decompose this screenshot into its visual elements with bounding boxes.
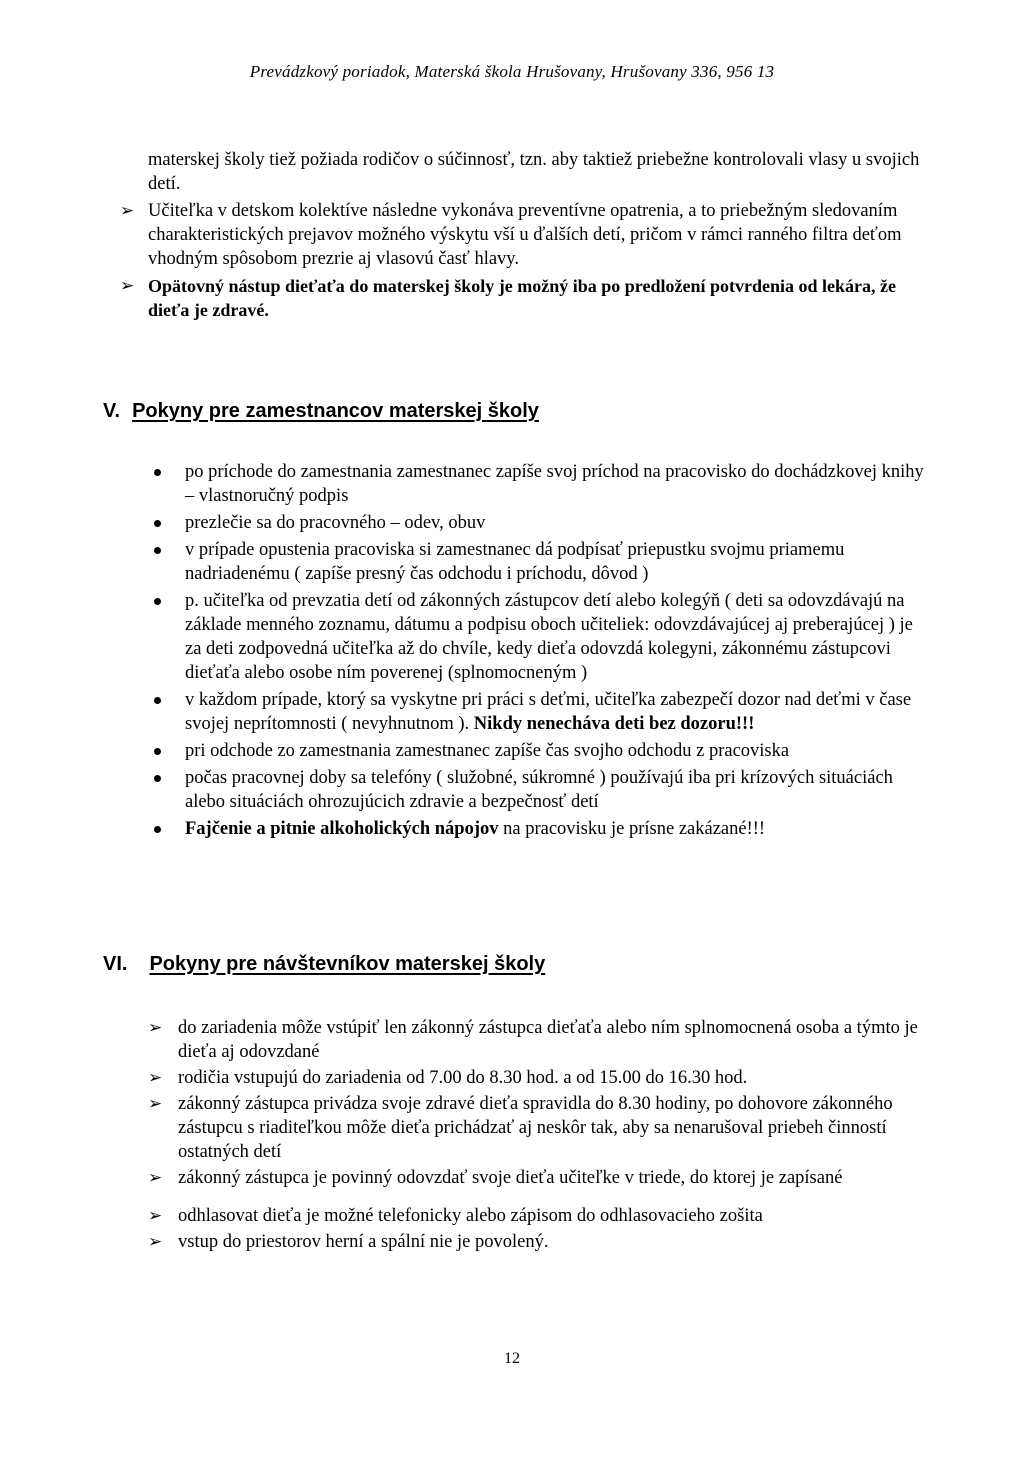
list-item: v prípade opustenia pracoviska si zamestnanec dá podpísať priepustku svojmu priamemu nadriadenému ( zapíše presný čas odchodu i príchodu, dôvod ) xyxy=(185,538,925,586)
section-v-number: V. xyxy=(103,400,121,422)
intro-item-text: Opätovný nástup dieťaťa do materskej školy je možný iba po predložení potvrdenia od lekára, že dieťa je zdravé. xyxy=(148,276,896,320)
section-v-heading xyxy=(103,400,539,423)
arrow-bullet-icon: ➢ xyxy=(148,1206,163,1226)
arrow-bullet-icon: ➢ xyxy=(148,1232,163,1252)
bullet-dot-icon xyxy=(154,748,161,755)
intro-block xyxy=(120,148,938,322)
intro-item-text: Učiteľka v detskom kolektíve následne vykonáva preventívne opatrenia, a to priebežným sledovaním charakteristických prejavov možného výskytu vší u ďalších detí, pričom v rámci ranného filtra deťom vhodným spôsobom prezrie aj vlasovú časť hlavy. xyxy=(148,201,902,269)
bullet-dot-icon xyxy=(154,520,161,527)
list-item: počas pracovnej doby sa telefóny ( služobné, súkromné ) používajú iba pri krízových situáciách alebo situáciách ohrozujúcich zdravie a bezpečnosť detí xyxy=(185,766,925,814)
arrow-bullet-icon: ➢ xyxy=(120,276,135,296)
section-vi-heading xyxy=(103,953,545,976)
list-item: ➢ do zariadenia môže vstúpiť len zákonný zástupca dieťaťa alebo ním splnomocnená osoba a týmto je dieťa aj odovzdané xyxy=(148,1018,918,1062)
list-item: prezlečie sa do pracovného – odev, obuv xyxy=(185,511,925,535)
bullet-dot-icon xyxy=(154,598,161,605)
list-item: ➢ rodičia vstupujú do zariadenia od 7.00 do 8.30 hod. a od 15.00 do 16.30 hod. xyxy=(148,1068,748,1088)
arrow-bullet-icon: ➢ xyxy=(148,1094,163,1114)
intro-item-teacher xyxy=(120,199,938,271)
page-number: 12 xyxy=(504,1350,520,1367)
list-item: ➢ zákonný zástupca je povinný odovzdať svoje dieťa učiteľke v triede, do ktorej je zapísané xyxy=(148,1168,843,1188)
intro-continuation: materskej školy tiež požiada rodičov o súčinnosť, tzn. aby taktiež priebežne kontrolovali vlasy u svojich detí. xyxy=(148,150,920,194)
section-v-list xyxy=(185,460,925,844)
bullet-dot-icon xyxy=(154,826,161,833)
list-item: po príchode do zamestnania zamestnanec zapíše svoj príchod na pracovisko do dochádzkovej knihy – vlastnoručný podpis xyxy=(185,460,925,508)
section-vi-number: VI. xyxy=(103,953,128,975)
arrow-bullet-icon: ➢ xyxy=(148,1068,163,1088)
emphasis-text: Nikdy nenecháva deti bez dozoru!!! xyxy=(473,714,755,734)
list-item: ➢ zákonný zástupca privádza svoje zdravé dieťa spravidla do 8.30 hodiny, po dohovore zákonného zástupcu s riaditeľkou môže dieťa prichádzať aj neskôr tak, aby sa nenarušoval priebeh činností ostatných detí xyxy=(148,1094,893,1162)
arrow-bullet-icon: ➢ xyxy=(148,1018,163,1038)
list-item: v každom prípade, ktorý sa vyskytne pri práci s deťmi, učiteľka zabezpečí dozor nad deťmi v čase svojej neprítomnosti ( nevyhnutnom ). Nikdy nenecháva deti bez dozoru!!! xyxy=(185,688,925,736)
list-item: ➢ odhlasovat dieťa je možné telefonicky alebo zápisom do odhlasovacieho zošita xyxy=(148,1206,763,1226)
bullet-dot-icon xyxy=(154,697,161,704)
section-v-title: Pokyny pre zamestnancov materskej školy xyxy=(132,400,539,422)
list-item: p. učiteľka od prevzatia detí od zákonných zástupcov detí alebo kolegýň ( deti sa odovzdávajú na základe menného zoznamu, dátumu a podpisu oboch učiteliek: odovzdávajúcej aj preberajúcej ) je za deti zodpovedná učiteľka až do chvíle, kedy dieťa odovzdá kolegyni, zákonnému zástupcovi dieťaťa alebo osobe ním poverenej (splnomocneným ) xyxy=(185,589,925,685)
section-vi-list xyxy=(148,1016,928,1256)
arrow-bullet-icon: ➢ xyxy=(148,1168,163,1188)
list-item: pri odchode zo zamestnania zamestnanec zapíše čas svojho odchodu z pracoviska xyxy=(185,739,925,763)
bullet-dot-icon xyxy=(154,775,161,782)
list-item: ➢ vstup do priestorov herní a spální nie je povolený. xyxy=(148,1232,549,1252)
bullet-dot-icon xyxy=(154,547,161,554)
emphasis-text: Fajčenie a pitnie alkoholických nápojov xyxy=(185,819,499,839)
bullet-dot-icon xyxy=(154,469,161,476)
section-vi-title: Pokyny pre návštevníkov materskej školy xyxy=(149,953,546,975)
running-header: Prevádzkový poriadok, Materská škola Hrušovany, Hrušovany 336, 956 13 xyxy=(249,62,775,81)
arrow-bullet-icon: ➢ xyxy=(120,201,135,221)
list-item: Fajčenie a pitnie alkoholických nápojov na pracovisku je prísne zakázané!!! xyxy=(185,817,925,841)
intro-item-return xyxy=(120,274,938,322)
